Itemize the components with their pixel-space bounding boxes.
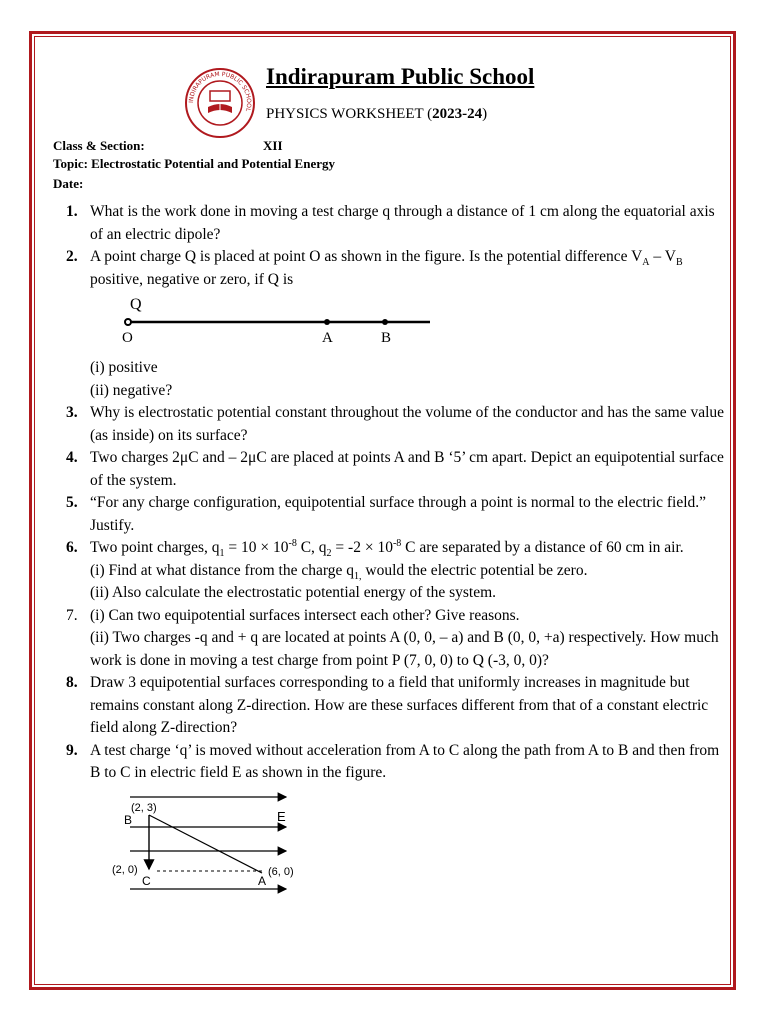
option-negative: (ii) negative? — [90, 381, 173, 399]
question-9: 9. A test charge ‘q’ is moved without acceleration from A to C along the path from A to B and then from B to C in electric field E as shown in the figure. (2, 3) B E (2, 0) C A (6, 0) — [66, 740, 726, 899]
class-section-value: XII — [263, 138, 283, 153]
question-1: 1. What is the work done in moving a test charge q through a distance of 1 cm along the equatorial axis of an electric dipole? — [66, 203, 715, 243]
question-2: 2. A point charge Q is placed at point O as shown in the figure. Is the potential difference $V_A - V_B$ positive, negative or zero, if Q is Q O A B (i) positive (ii) negative? — [66, 246, 726, 402]
worksheet-title: PHYSICS WORKSHEET (2023-24) — [266, 106, 488, 122]
question-list — [66, 201, 726, 899]
figure-label-e: E — [277, 808, 286, 824]
figure-a-coord: (6, 0) — [268, 865, 294, 878]
figure-label-a2: A — [258, 873, 267, 888]
question-4: 4. Two charges 2μC and – 2μC are placed at points A and B ‘5’ cm apart. Depict an equipotential surface of the system. — [66, 449, 724, 489]
figure-label-a: A — [322, 330, 333, 346]
question-7-part-ii: (ii) Two charges -q and + q are located at points A (0, 0, – a) and B (0, 0, +a) respectively. How much work is done in moving a test charge from point P (7, 0, 0) to Q (-3, 0, 0)? — [90, 629, 719, 669]
question-6-part-i: (i) Find at what distance from the charge $q_{1,}$ would the electric potential be zero. — [90, 561, 588, 582]
question-3: 3. Why is electrostatic potential constant throughout the volume of the conductor and has the same value (as inside) on its surface? — [66, 404, 725, 444]
figure-label-o: O — [122, 330, 133, 346]
school-logo-icon — [184, 67, 256, 139]
option-positive: (i) positive — [90, 359, 158, 376]
logo-text: INDIRAPURAM PUBLIC SCHOOL — [187, 70, 253, 113]
figure-label-q: Q — [130, 296, 142, 313]
figure-c-coord: (2, 0) — [112, 863, 138, 876]
figure-label-b: B — [381, 330, 392, 346]
figure-b-coord: (2, 3) — [131, 801, 157, 814]
figure-label-c: C — [142, 873, 151, 888]
question-8: 8. Draw 3 equipotential surfaces corresponding to a field that uniformly increases in magnitude but remains constant along Z-direction. How are these surfaces different from that of a constant electric field along Z-direction? — [66, 674, 709, 736]
date-label: Date: — [53, 176, 84, 191]
figure-label-b2: B — [124, 812, 133, 827]
worksheet-year: 2023-24 — [432, 106, 483, 122]
charge-line-figure — [102, 293, 432, 357]
question-6-part-ii: (ii) Also calculate the electrostatic potential energy of the system. — [90, 584, 497, 601]
class-section-label: Class & Section: — [53, 138, 145, 153]
question-7-part-i: (i) Can two equipotential surfaces intersect each other? Give reasons. — [90, 606, 520, 624]
question-6: 6. Two point charges, $q_1 = 10 \times 10^{-8}$ C, $q_2 = -2 \times 10^{-8}$ C are separated by a distance of 60 cm in air. (i) Find at what distance from the charge $q_{1,}$ would the electric potential be zero. (ii) Also calculate the electrostatic potential energy of the system. — [66, 537, 726, 605]
question-7: 7. (i) Can two equipotential surfaces intersect each other? Give reasons. (ii) Two charges -q and + q are located at points A (0, 0, – a) and B (0, 0, +a) respectively. How much work is done in moving a test charge from point P (7, 0, 0) to Q (-3, 0, 0)? — [66, 605, 726, 673]
topic-line: Topic: Electrostatic Potential and Potential Energy — [53, 156, 336, 171]
electric-field-figure — [102, 789, 302, 899]
question-5: 5. “For any charge configuration, equipotential surface through a point is normal to the electric field.” Justify. — [66, 494, 707, 534]
school-name: Indirapuram Public School — [266, 64, 535, 89]
